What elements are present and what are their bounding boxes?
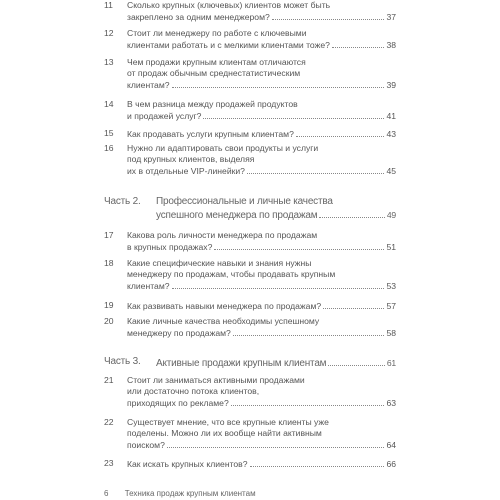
page-number: 63 <box>386 398 396 408</box>
entry-title-line: поделены. Можно ли их вообще найти активным <box>127 428 322 438</box>
entry-title <box>127 417 396 450</box>
entry-title-line: менеджеру по продажам, чтобы продавать крупным <box>127 269 336 279</box>
entry-title-text: Как продавать услуги крупным клиентам? <box>127 129 294 139</box>
entry-title <box>127 0 396 22</box>
page-number: 38 <box>386 40 396 50</box>
part-title-line <box>156 356 396 368</box>
entry-title-text: в крупных продажах? <box>127 242 213 252</box>
entry-title-line <box>127 241 396 252</box>
entry-number: 22 <box>104 417 114 427</box>
entry-title-line <box>127 439 396 450</box>
page-number: 66 <box>386 459 396 469</box>
part-label: Часть 3. <box>104 356 141 367</box>
entry-title <box>127 300 396 311</box>
entry-number: 20 <box>104 316 114 326</box>
page-number: 41 <box>386 111 396 121</box>
page-number: 51 <box>386 242 396 252</box>
entry-number: 17 <box>104 230 114 240</box>
entry-title-text: менеджеру по продажам? <box>127 328 231 338</box>
entry-title-line <box>127 458 396 469</box>
entry-title <box>127 375 396 408</box>
entry-title-text: закреплено за одним менеджером? <box>127 12 270 22</box>
entry-title-line <box>127 39 396 50</box>
entry-title-line: Чем продажи крупным клиентам отличаются <box>127 57 306 67</box>
entry-title-text: Как искать крупных клиентов? <box>127 459 248 469</box>
entry-title-text: поиском? <box>127 440 165 450</box>
part-title <box>156 196 396 220</box>
entry-title-text: их в отдельные VIP-линейки? <box>127 166 245 176</box>
entry-title <box>127 230 396 252</box>
entry-title-line: Какие специфические навыки и знания нужны <box>127 258 312 268</box>
dot-leader <box>328 356 384 366</box>
entry-title-text: клиентами работать и с мелкими клиентами тоже? <box>127 40 330 50</box>
entry-number: 18 <box>104 258 114 268</box>
entry-title-line: В чем разница между продажей продуктов <box>127 99 298 109</box>
part-title-line <box>156 208 396 220</box>
entry-number: 15 <box>104 128 114 138</box>
entry-title <box>127 99 396 121</box>
footer-book-title: Техника продаж крупным клиентам <box>124 489 256 498</box>
entry-number: 21 <box>104 375 114 385</box>
entry-number: 19 <box>104 300 114 310</box>
entry-title-line: Какие личные качества необходимы успешному <box>127 316 320 326</box>
entry-number: 14 <box>104 99 114 109</box>
entry-title-line: Существует мнение, что все крупные клиенты уже <box>127 417 329 427</box>
entry-title <box>127 258 396 291</box>
page-number: 64 <box>386 440 396 450</box>
dot-leader <box>319 208 384 218</box>
entry-title-line <box>127 327 396 338</box>
entry-title <box>127 128 396 139</box>
entry-title-line: Сколько крупных (ключевых) клиентов может быть <box>127 0 331 10</box>
page-number: 53 <box>386 281 396 291</box>
entry-title <box>127 316 396 338</box>
entry-title-line: Стоит ли менеджеру по работе с ключевыми <box>127 28 307 38</box>
entry-title-text: Как развивать навыки менеджера по продажам? <box>127 301 322 311</box>
entry-number: 11 <box>104 0 113 10</box>
dot-leader <box>231 397 385 406</box>
page-number: 61 <box>386 358 396 368</box>
entry-title-line: или достаточно потока клиентов, <box>127 386 260 396</box>
entry-title-line: Какова роль личности менеджера по продажам <box>127 230 318 240</box>
entry-title <box>127 143 396 176</box>
entry-title <box>127 28 396 50</box>
entry-title-line <box>127 300 396 311</box>
part-title <box>156 356 396 368</box>
page-number: 49 <box>386 210 396 220</box>
entry-title-text: клиентам? <box>127 281 170 291</box>
dot-leader <box>233 327 385 336</box>
entry-title-text: и продажей услуг? <box>127 111 202 121</box>
dot-leader <box>332 39 385 48</box>
entry-title-line: от продаж обычным среднестатистическим <box>127 68 301 78</box>
entry-number: 12 <box>104 28 114 38</box>
dot-leader <box>172 280 385 289</box>
entry-title-line <box>127 110 396 121</box>
page-number: 37 <box>386 12 396 22</box>
footer-page-number: 6 <box>104 489 109 498</box>
entry-number: 23 <box>104 458 114 468</box>
part-title-line: Профессиональные и личные качества <box>156 196 333 207</box>
page-number: 45 <box>386 166 396 176</box>
dot-leader <box>272 11 385 20</box>
dot-leader <box>214 241 384 250</box>
dot-leader <box>167 439 385 448</box>
dot-leader <box>172 79 385 88</box>
dot-leader <box>323 300 384 309</box>
entry-number: 16 <box>104 143 114 153</box>
dot-leader <box>247 165 384 174</box>
dot-leader <box>250 458 385 467</box>
part-title-text: Активные продажи крупным клиентам <box>156 358 327 369</box>
entry-title <box>127 57 396 90</box>
entry-title <box>127 458 396 469</box>
dot-leader <box>203 110 384 119</box>
page-number: 43 <box>386 129 396 139</box>
entry-title-line <box>127 11 396 22</box>
page-number: 57 <box>386 301 396 311</box>
entry-title-line <box>127 397 396 408</box>
part-title-text: успешного менеджера по продажам <box>156 210 318 221</box>
page-number: 39 <box>386 80 396 90</box>
entry-title-line <box>127 165 396 176</box>
dot-leader <box>296 128 385 137</box>
page-number: 58 <box>386 328 396 338</box>
entry-title-line <box>127 280 396 291</box>
entry-title-line: Нужно ли адаптировать свои продукты и услуги <box>127 143 319 153</box>
entry-title-line: под крупных клиентов, выделяя <box>127 154 255 164</box>
entry-title-line <box>127 79 396 90</box>
page-footer <box>104 489 256 498</box>
entry-title-line <box>127 128 396 139</box>
entry-title-line: Стоит ли заниматься активными продажами <box>127 375 305 385</box>
entry-title-text: клиентам? <box>127 80 170 90</box>
entry-number: 13 <box>104 57 114 67</box>
entry-title-text: приходящих по рекламе? <box>127 398 229 408</box>
part-label: Часть 2. <box>104 196 141 207</box>
